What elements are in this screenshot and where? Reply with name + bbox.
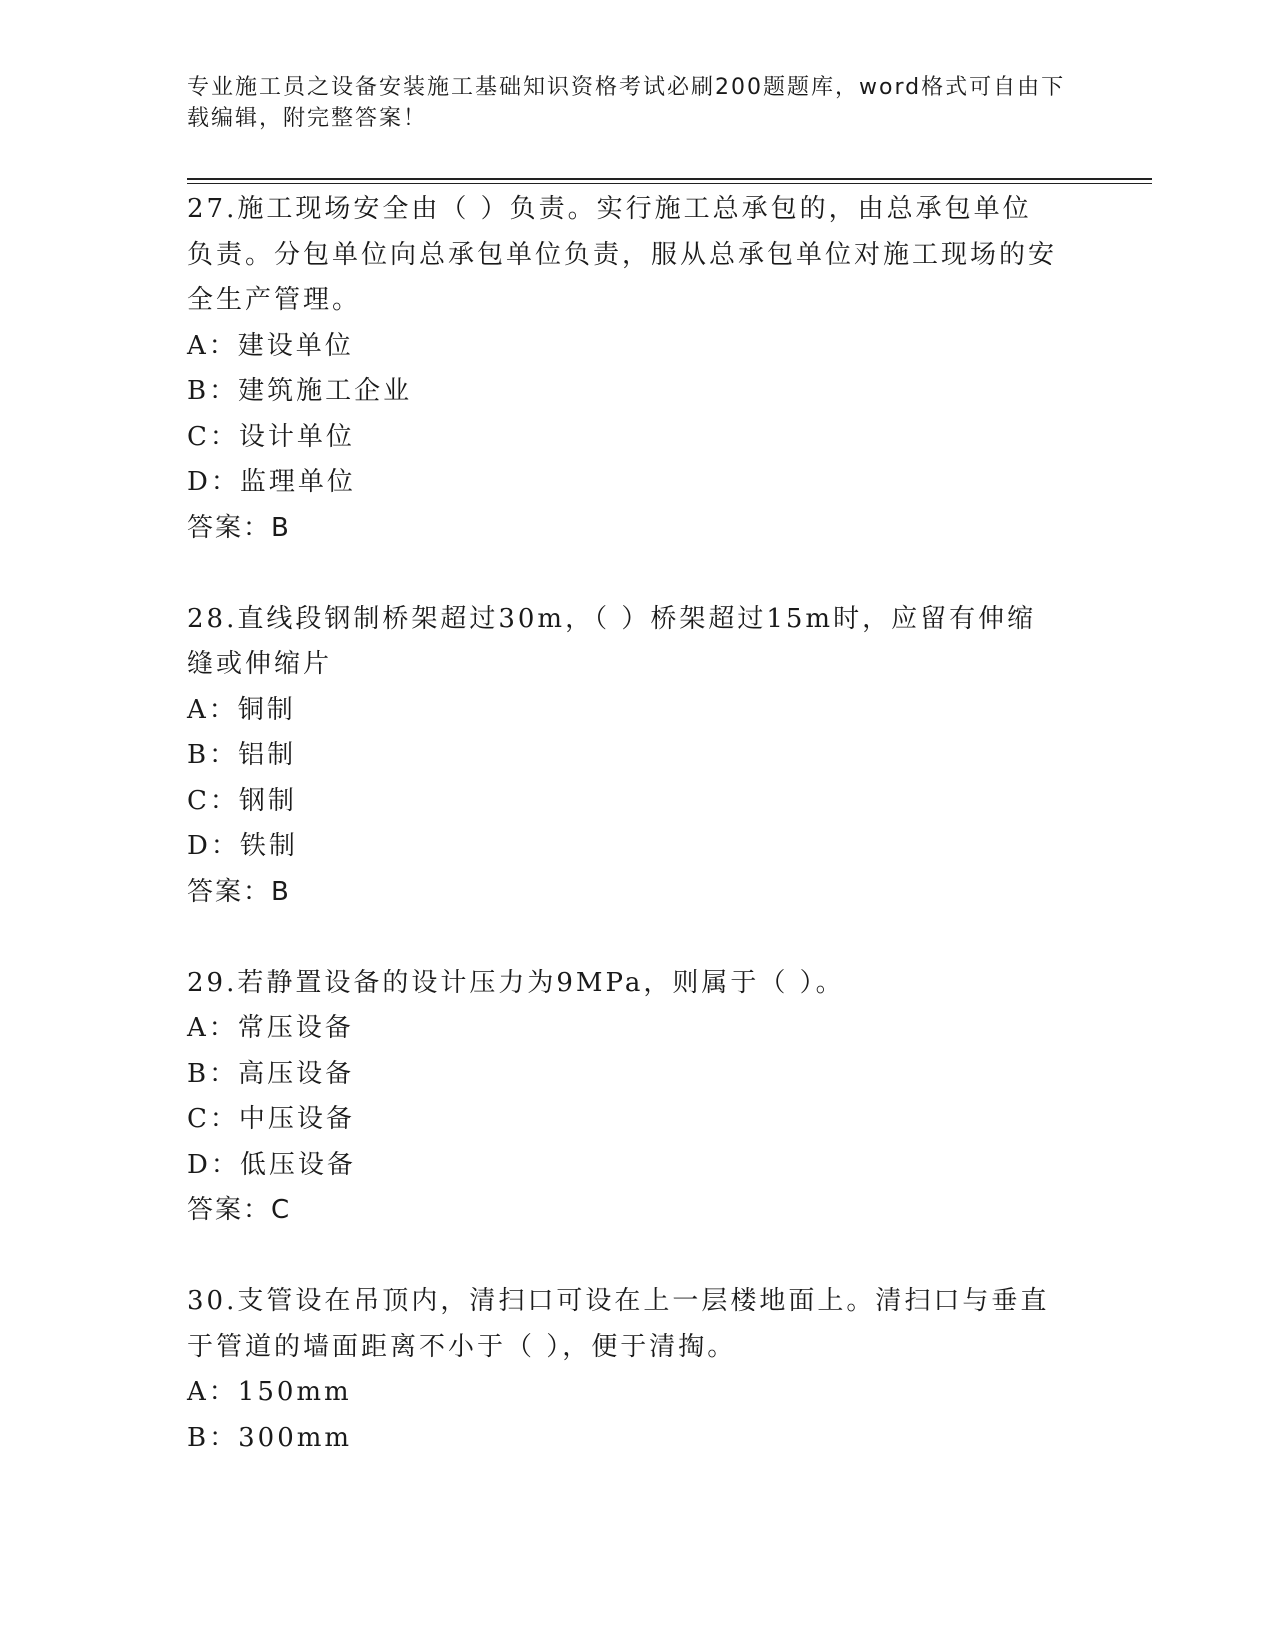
option-c: C：设计单位 [187,421,355,452]
option-d: D：监理单位 [187,467,356,497]
option-c: C：钢制 [187,785,297,816]
option-a: A：常压设备 [187,1013,354,1043]
option-b: B：建筑施工企业 [187,376,413,406]
spacer [187,551,1107,597]
question-stem: 28.直线段钢制桥架超过30m，（ ）桥架超过15m时，应留有伸缩缝或伸缩片 [187,603,1037,679]
question-stem: 29.若静置设备的设计压力为9MPa，则属于（ ）。 [187,967,845,998]
answer-text: 答案：B [187,512,291,543]
option-a: A：150mm [187,1377,352,1407]
question-list [187,187,1107,1461]
spacer [187,1234,1107,1280]
answer-text: 答案：B [187,876,291,907]
question-stem: 27.施工现场安全由（ ）负责。实行施工总承包的，由总承包单位负责。分包单位向总承包单位负责，服从总承包单位对施工现场的安全生产管理。 [187,194,1058,315]
option-b: B：高压设备 [187,1058,355,1089]
spacer [187,915,1107,961]
option-d: D：低压设备 [187,1149,356,1180]
option-c: C：中压设备 [187,1104,355,1134]
option-a: A：建设单位 [187,330,354,361]
question-27 [187,187,1107,551]
header-divider-thin [187,183,1152,184]
question-29 [187,961,1107,1234]
question-28 [187,597,1107,916]
option-a: A：铜制 [187,694,296,725]
option-d: D：铁制 [187,831,298,861]
question-stem: 30.支管设在吊顶内，清扫口可设在上一层楼地面上。清扫口与垂直于管道的墙面距离不小于（ ），便于清掏。 [187,1286,1050,1362]
document-header: 专业施工员之设备安装施工基础知识资格考试必刷200题题库，word格式可自由下载编辑，附完整答案！ [187,75,1066,131]
question-30 [187,1279,1107,1461]
answer-text: 答案：C [187,1195,292,1225]
option-b: B：300mm [187,1422,353,1453]
option-b: B：铝制 [187,740,297,770]
header-divider-thick [187,178,1152,180]
